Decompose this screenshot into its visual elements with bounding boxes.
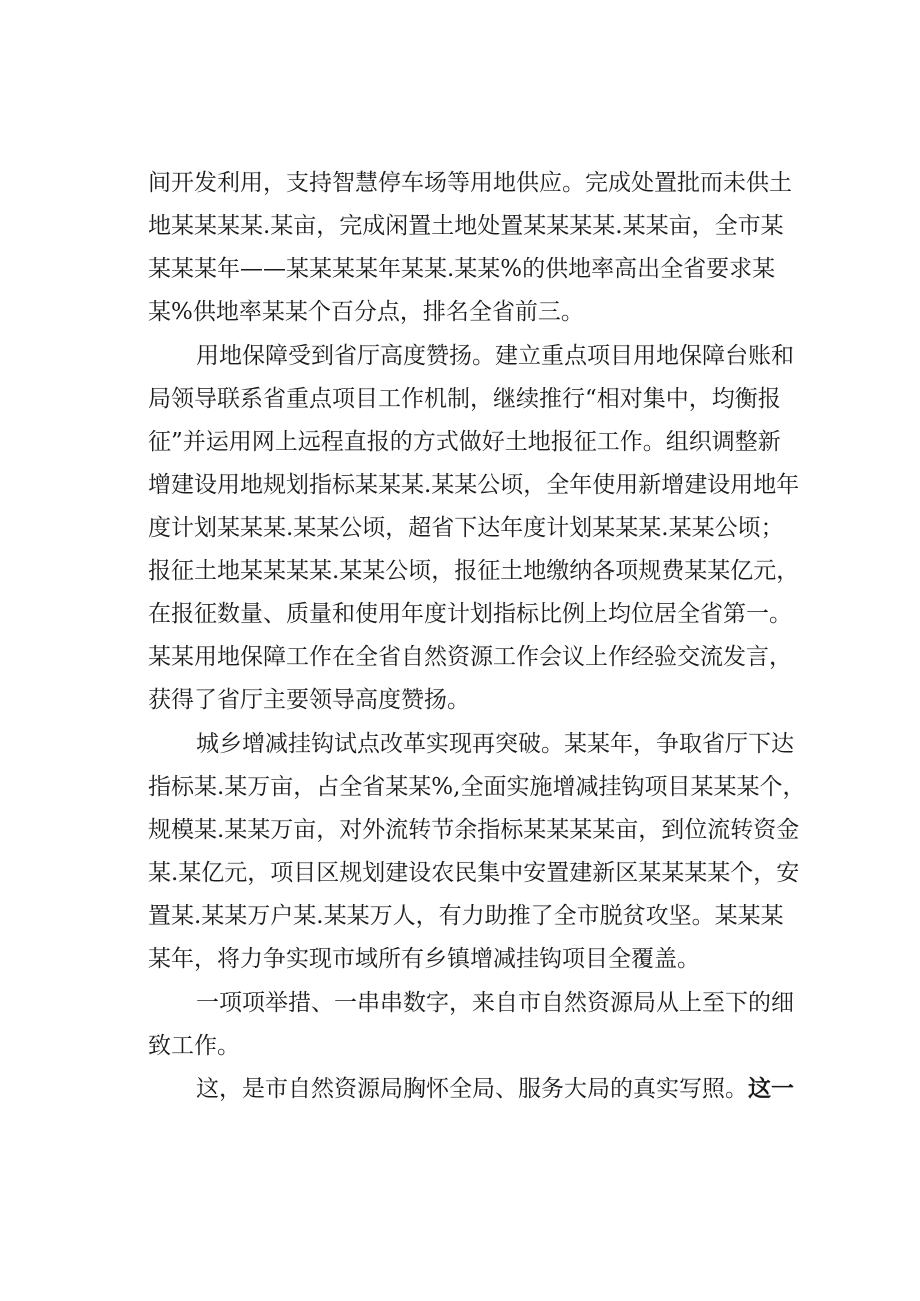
paragraph-3-line-5: 置某.某某万户某.某某万人，有力助推了全市脱贫攻坚。某某某 [148, 903, 784, 929]
paragraph-4-line-1: 一项项举措、一串串数字，来自市自然资源局从上至下的细 [196, 990, 794, 1016]
paragraph-2-line-6: 报征土地某某某某.某某公顷，报征土地缴纳各项规费某某亿元， [148, 558, 800, 584]
paragraph-2-line-1: 用地保障受到省厅高度赞扬。建立重点项目用地保障台账和 [196, 343, 794, 369]
paragraph-2-line-7: 在报征数量、质量和使用年度计划指标比例上均位居全省第一。 [148, 601, 792, 627]
paragraph-3-line-1: 城乡增减挂钩试点改革实现再突破。某某年，争取省厅下达 [196, 731, 794, 757]
paragraph-5-line-1 [196, 1069, 808, 1109]
paragraph-1-line-4: 某%供地率某某个百分点，排名全省前三。 [148, 299, 584, 325]
paragraph-4-line-2: 致工作。 [148, 1033, 240, 1059]
paragraph-1-line-1: 间开发利用，支持智慧停车场等用地供应。完成处置批而未供土 [148, 170, 792, 196]
paragraph-2-line-4: 增建设用地规划指标某某某.某某公顷，全年使用新增建设用地年 [148, 472, 800, 498]
paragraph-2-line-3: 征”并运用网上远程直报的方式做好土地报征工作。组织调整新 [148, 429, 781, 455]
paragraph-2-line-8: 某某用地保障工作在全省自然资源工作会议上作经验交流发言， [148, 644, 792, 670]
paragraph-2-line-5: 度计划某某某.某某公顷，超省下达年度计划某某某.某某公顷； [148, 515, 784, 541]
paragraph-5-text: 这，是市自然资源局胸怀全局、服务大局的真实写照。 [196, 1076, 748, 1102]
paragraph-1-line-3: 某某某年——某某某某年某某.某某%的供地率高出全省要求某 [148, 256, 776, 282]
paragraph-3-line-6: 某年，将力争实现市域所有乡镇增减挂钩项目全覆盖。 [148, 946, 700, 972]
paragraph-3-line-3: 规模某.某某万亩，对外流转节余指标某某某某亩，到位流转资金 [148, 817, 800, 843]
paragraph-1-line-2: 地某某某某.某亩，完成闲置土地处置某某某某.某某亩，全市某 [148, 213, 784, 239]
paragraph-3-line-4: 某.某亿元，项目区规划建设农民集中安置建新区某某某某个，安 [148, 860, 800, 886]
paragraph-2-line-2: 局领导联系省重点项目工作机制，继续推行“相对集中，均衡报 [148, 386, 781, 412]
paragraph-2-line-9: 获得了省厅主要领导高度赞扬。 [148, 687, 470, 713]
paragraph-3-line-2: 指标某.某万亩，占全省某某%,全面实施增减挂钩项目某某某个， [148, 774, 806, 800]
paragraph-5-bold-tail: 这一 [748, 1075, 794, 1102]
